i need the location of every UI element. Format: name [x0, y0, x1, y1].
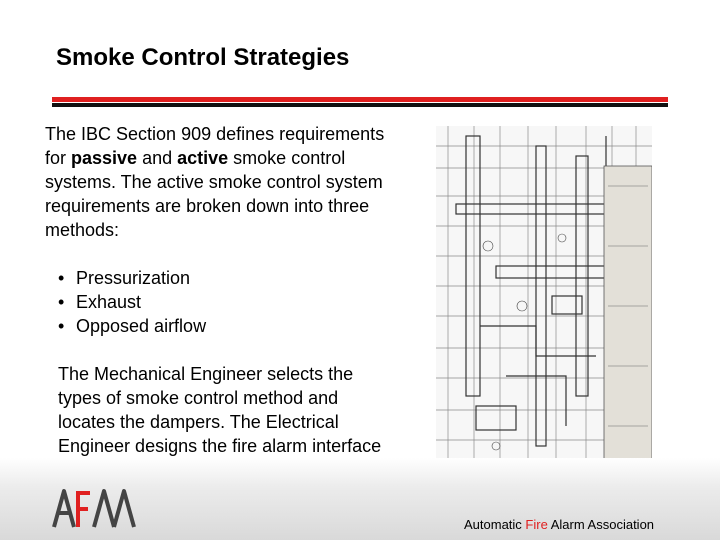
intro-bold-passive: passive: [71, 148, 138, 168]
list-item: [58, 314, 206, 338]
association-name: [464, 517, 654, 532]
list-item-label: Exhaust: [76, 292, 142, 312]
list-item: [58, 290, 206, 314]
methods-list: [58, 266, 206, 338]
association-text-2: Alarm Association: [547, 517, 655, 532]
intro-text-1: The IBC Section 909 defines requirements for: [45, 124, 385, 168]
bullet-icon: •: [58, 292, 65, 312]
association-fire-word: Fire: [525, 517, 548, 532]
list-item: [58, 266, 206, 290]
intro-bold-active: active: [177, 148, 229, 168]
engineer-paragraph: The Mechanical Engineer selects the types of smoke control method and locates the dampers. The Electrical Engineer designs the fire alarm interface: [58, 364, 382, 456]
intro-text-2: and: [137, 148, 178, 168]
association-text-1: Automatic: [464, 517, 526, 532]
mechanical-drawing-image: [436, 126, 652, 466]
slide-title: Smoke Control Strategies: [56, 44, 350, 71]
list-item-label: Opposed airflow: [76, 316, 207, 336]
bullet-icon: •: [58, 316, 65, 336]
list-item-label: Pressurization: [76, 268, 191, 288]
bullet-icon: •: [58, 268, 65, 288]
intro-text-3: smoke control systems. The active smoke control system requirements are broken down into three methods:: [45, 148, 383, 240]
afaa-logo-icon: [52, 487, 136, 531]
title-rule-red: [52, 97, 668, 102]
intro-paragraph: [45, 122, 405, 242]
title-rule-black: [52, 103, 668, 107]
